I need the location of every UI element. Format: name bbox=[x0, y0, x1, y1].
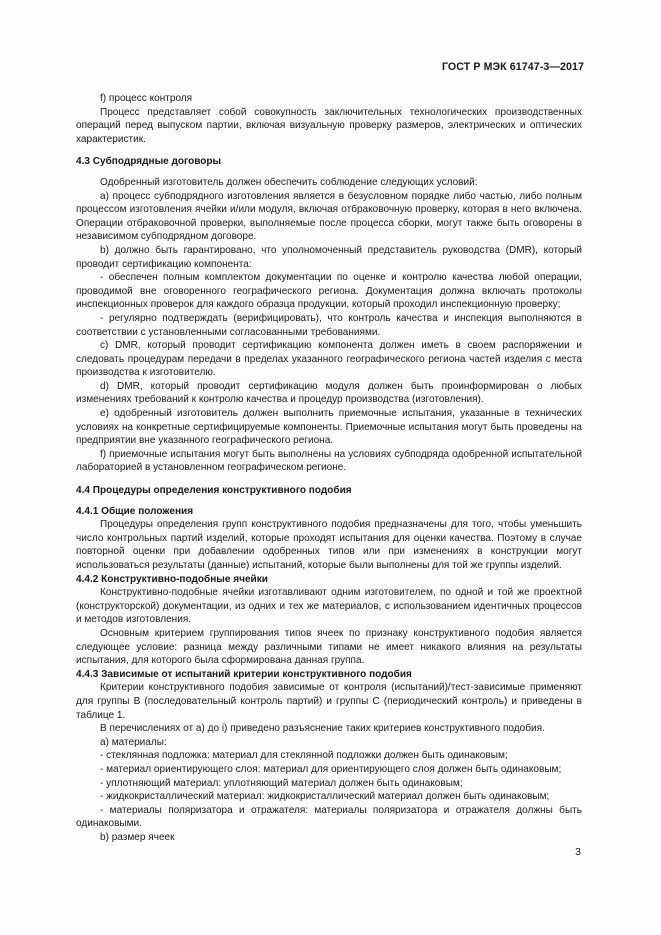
list-item: b) размер ячеек bbox=[100, 831, 175, 843]
list-item: e) одобренный изготовитель должен выполнить приемочные испытания, указанные в технических условиях на конкретные сертифицируемые компоненты. Приемочные испытания могут быть проведены на предприятии вне указанного географического региона. bbox=[76, 408, 582, 447]
paragraph: В перечислениях от а) до i) приведено разъяснение таких критериев конструктивного подобия. bbox=[100, 723, 545, 735]
dash-item: - уплотняющий материал: уплотняющий материал должен быть одинаковым; bbox=[100, 777, 463, 789]
document-body bbox=[76, 92, 582, 844]
dash-item: - материалы поляризатора и отражателя: материалы поляризатора и отражателя должны быть одинаковыми. bbox=[76, 804, 582, 830]
list-item: a) материалы: bbox=[100, 736, 167, 748]
dash-item: - жидкокристаллический материал: жидкокристаллический материал должен быть одинаковым; bbox=[100, 791, 550, 803]
list-item: c) DMR, который проводит сертификацию компонента должен иметь в своем распоряжении и следовать процедурам передачи в пределах указанного географического региона частей изделия с места производства к изготовителю. bbox=[76, 340, 582, 379]
list-item: f) приемочные испытания могут быть выполнены на условиях субподряда одобренной испытательной лабораторией в установленном географическом регионе. bbox=[76, 448, 582, 474]
paragraph: Одобренный изготовитель должен обеспечить соблюдение следующих условий: bbox=[100, 176, 478, 188]
dash-item: - обеспечен полным комплектом документации по оценке и контролю качества любой операции, проводимой вне оговоренного географического региона. Документация должна включать протоколы инспекционных проверок для каждого образца продукции, который проходил инспекционную проверку; bbox=[76, 272, 582, 311]
paragraph: Процесс представляет собой совокупность заключительных технологических производственных операций перед выпуском партии, включая визуальную проверку размеров, электрических и оптических характеристик. bbox=[76, 106, 582, 145]
dash-item: - материал ориентирующего слоя: материал для ориентирующего слоя должен быть одинаковым; bbox=[100, 763, 562, 775]
list-item: b) должно быть гарантировано, что уполномоченный представитель руководства (DMR), который проводит сертификацию компонента: bbox=[76, 244, 582, 270]
paragraph: Критерии конструктивного подобия зависимые от контроля (испытаний)/тест-зависимые применяют для группы В (последовательный контроль партий) и группы С (периодический контроль) и приведены в таблице 1. bbox=[76, 682, 582, 721]
subsection-heading: 4.4.3 Зависимые от испытаний критерии конструктивного подобия bbox=[76, 668, 412, 680]
subsection-heading: 4.4.2 Конструктивно-подобные ячейки bbox=[76, 573, 268, 585]
page-number: 3 bbox=[575, 846, 581, 858]
subsection-heading: 4.4.1 Общие положения bbox=[76, 505, 194, 517]
paragraph: Основным критерием группирования типов ячеек по признаку конструктивного подобия является следующее условие: разница между различными типами не имеет никакого влияния на результаты испытания, для которого была сформирована данная группа. bbox=[76, 627, 582, 667]
paragraph: Конструктивно-подобные ячейки изготавливают одним изготовителем, по одной и той же проектной (конструкторской) документации, из одних и тех же материалов, с использованием идентичных процессов и методов изготовления. bbox=[76, 587, 582, 626]
standard-code-header: ГОСТ Р МЭК 61747-3—2017 bbox=[441, 61, 584, 73]
dash-item: - стеклянная подложка: материал для стеклянной подложки должен быть одинаковым; bbox=[100, 750, 508, 762]
section-heading: 4.3 Субподрядные договоры bbox=[76, 156, 222, 168]
section-heading: 4.4 Процедуры определения конструктивного подобия bbox=[76, 485, 352, 497]
list-item: a) процесс субподрядного изготовления является в безусловном порядке либо частью, либо полным процессом изготовления ячейки и/или модуля, включая отбраковочную проверку, которая в него включена. Операции отбраковочной проверки, выполняемые после процесса сборки, могут также быть оговорены в независимом субподрядном договоре. bbox=[76, 190, 582, 243]
list-item: d) DMR, который проводит сертификацию модуля должен быть проинформирован о любых изменениях требований к контролю качества и процедур производства (изготовления). bbox=[76, 380, 582, 406]
paragraph: Процедуры определения групп конструктивного подобия предназначены для того, чтобы уменьшить число контрольных партий изделий, которые проходят испытания для оценки качества. Поэтому в случае повторной оценки при добавлении одобренных типов или при изменениях в конструкции могут использоваться результаты (данные) испытаний, которые были выполнены для той же группы изделий. bbox=[76, 519, 582, 571]
paragraph: f) процесс контроля bbox=[100, 93, 193, 104]
dash-item: - регулярно подтверждать (верифицировать), что контроль качества и инспекция выполняются в соответствии с установленными согласованными требованиями. bbox=[76, 312, 582, 338]
